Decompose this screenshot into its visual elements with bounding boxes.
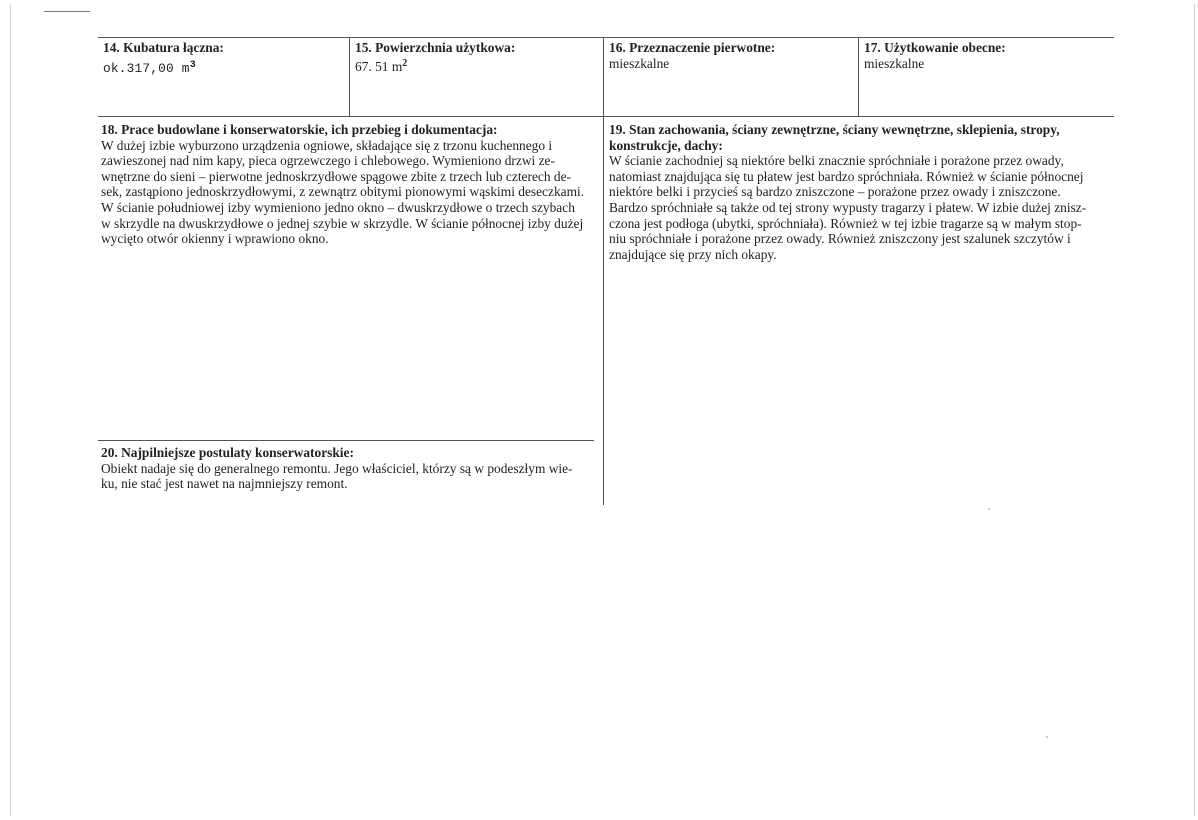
postulaty-line: Obiekt nadaje się do generalnego remontu. Jego właściciel, którzy są w podeszłym wie- xyxy=(101,460,573,476)
stan-line: Bardzo spróchniałe są także od tej strony wypusty tragarzy i płatew. W izbie dużej znisz- xyxy=(609,199,1087,215)
prace-line: W ścianie południowej izby wymieniono jedno okno – dwuskrzydłowe o trzech szybach xyxy=(101,199,575,215)
powierzchnia-value xyxy=(355,56,595,75)
stan-line: niektóre belki i przycieś są bardzo zniszczone – porażone przez owady i zniszczone. xyxy=(609,184,1061,200)
row1-divider-3 xyxy=(858,37,859,116)
kubatura-label: 14. Kubatura łączna: xyxy=(103,40,224,55)
cell-przeznaczenie xyxy=(609,40,849,71)
prace-line: sek, zastąpiono jednoskrzydłowymi, z zewnątrz obitymi pionowymi wąskimi deseczkami. xyxy=(101,184,585,200)
stan-line: znajdujące się przy nich okapy. xyxy=(609,246,777,262)
row1-divider-1 xyxy=(349,37,350,116)
postulaty-label: 20. Najpilniejsze postulaty konserwatorskie: xyxy=(101,445,354,460)
stan-label-line: 19. Stan zachowania, ściany zewnętrzne, ściany wewnętrzne, sklepienia, stropy, xyxy=(609,122,1060,137)
scan-mark xyxy=(44,11,90,12)
cell-powierzchnia xyxy=(355,40,595,74)
powierzchnia-label: 15. Powierzchnia użytkowa: xyxy=(355,40,516,55)
uzytkowanie-value: mieszkalne xyxy=(864,55,925,71)
stan-label-line: konstrukcje, dachy: xyxy=(609,137,723,153)
stan-line: niu spróchniałe i porażone przez owady. Również zniszczony jest szalunek szczytów i xyxy=(609,231,1071,247)
table-top-rule xyxy=(98,37,1114,38)
powierzchnia-number: 67. 51 m xyxy=(355,58,403,74)
section-prace xyxy=(101,122,599,247)
prace-line: wnętrzne do sieni – pierwotne jednoskrzydłowe spągowe zbite z trzech lub czterech de- xyxy=(101,168,571,184)
uzytkowanie-label: 17. Użytkowanie obecne: xyxy=(864,40,1006,55)
przeznaczenie-label: 16. Przeznaczenie pierwotne: xyxy=(609,40,776,55)
scan-speck xyxy=(1046,736,1048,738)
postulaty-line: ku, nie stać jest nawet na najmniejszy remont. xyxy=(101,476,348,492)
center-divider xyxy=(603,37,604,505)
stan-line: natomiast znajdująca się tu płatew jest bardzo spróchniała. Również w ścianie północnej xyxy=(609,168,1084,184)
row1-bottom-rule xyxy=(98,116,1114,117)
prace-line: zawieszonej nad nim kapy, pieca ogrzewczego i chlebowego. Wymieniono drzwi ze- xyxy=(101,153,555,169)
kubatura-number: ok.317,00 m xyxy=(103,60,190,76)
przeznaczenie-value: mieszkalne xyxy=(609,55,670,71)
stan-line: czona jest podłoga (ubytki, spróchniała). Również w tej izbie tragarze są w małym stop- xyxy=(609,215,1082,231)
prace-line: W dużej izbie wyburzono urządzenia ogniowe, składające się z trzonu kuchennego i xyxy=(101,137,553,153)
prace-label: 18. Prace budowlane i konserwatorskie, ich przebieg i dokumentacja: xyxy=(101,122,498,137)
stan-line: W ścianie zachodniej są niektóre belki znacznie spróchniałe i porażone przez owady, xyxy=(609,153,1064,169)
page-edge-right xyxy=(1194,4,1195,816)
kubatura-unit-sup: 3 xyxy=(189,59,196,71)
row2-left-bottom-rule xyxy=(98,440,594,441)
section-stan xyxy=(609,122,1112,262)
prace-line: wycięto otwór okienny i wprawiono okno. xyxy=(101,231,329,247)
prace-line: w skrzydle na dwuskrzydłowe o jednej szybie w skrzydle. W ścianie północnej izby dużej xyxy=(101,215,584,231)
scan-speck xyxy=(988,508,990,510)
page-edge-left xyxy=(10,4,11,816)
cell-uzytkowanie xyxy=(864,40,1109,71)
section-postulaty xyxy=(101,445,599,492)
powierzchnia-unit-sup: 2 xyxy=(402,57,408,69)
kubatura-value xyxy=(103,58,343,77)
cell-kubatura xyxy=(103,40,343,76)
